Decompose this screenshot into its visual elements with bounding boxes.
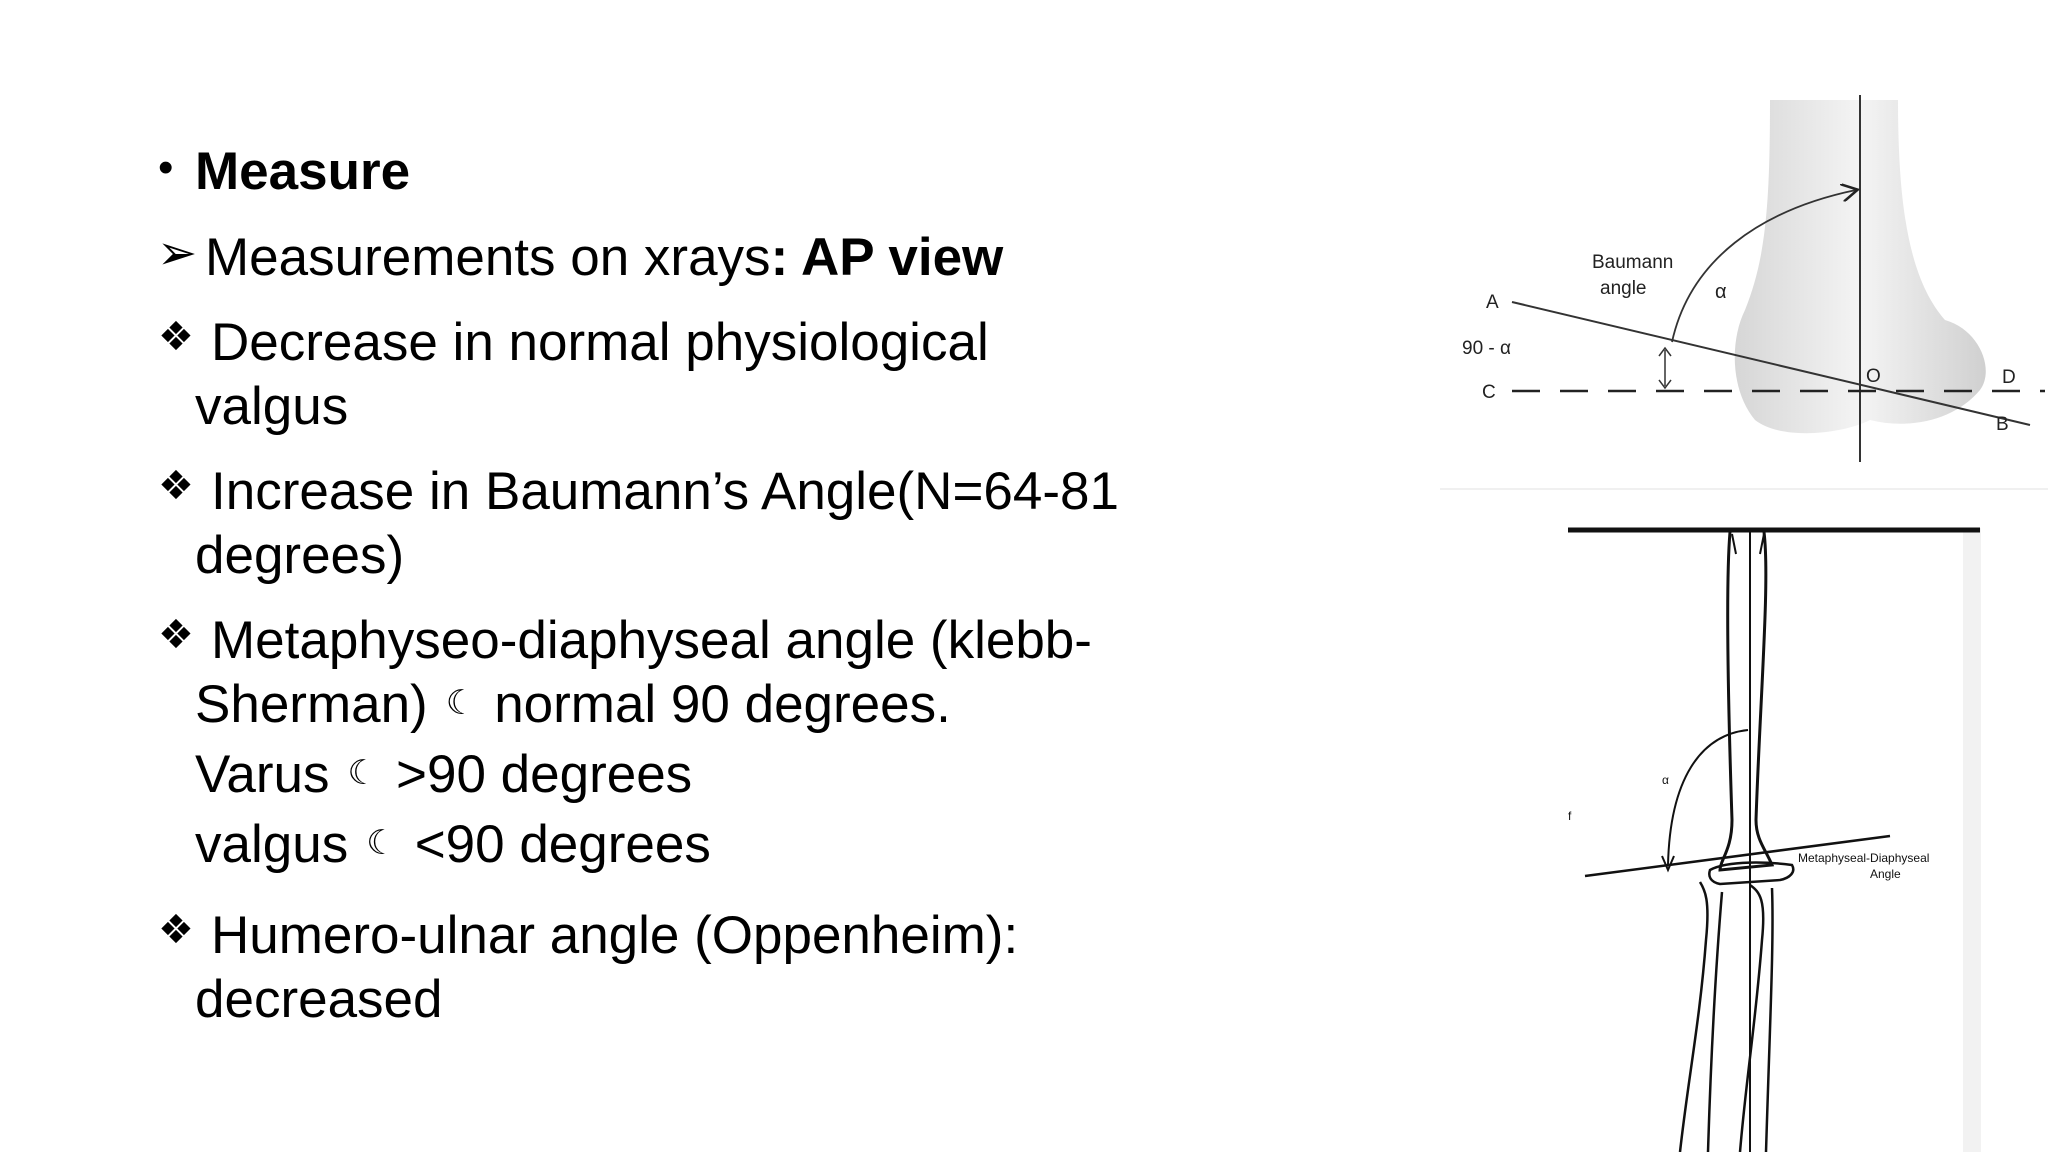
bullet-text-line: decreased <box>195 970 443 1029</box>
bullet-item-measure <box>150 140 1150 204</box>
figure-label: C <box>1482 382 1496 403</box>
bullet-text-line: Decrease in normal physiological <box>211 313 989 372</box>
bullet-text-line <box>195 743 1150 813</box>
bullet-text-bold: : AP view <box>770 228 1004 287</box>
figure-label: f <box>1568 809 1572 823</box>
figure-label: angle <box>1600 278 1647 299</box>
line-prefix: valgus <box>195 815 349 874</box>
bullet-item-xray-measurements <box>150 226 1150 290</box>
figure-label: Metaphyseal-Diaphyseal <box>1798 851 1930 865</box>
metaphyseal-diaphyseal-diagram <box>1560 520 2048 1152</box>
figure-divider <box>1440 488 2048 490</box>
figure-label: A <box>1486 292 1499 313</box>
bullet-text-line: Humero-ulnar angle (Oppenheim): <box>211 906 1019 965</box>
line-prefix: Varus <box>195 745 330 804</box>
xray-edge-strip <box>1963 528 1981 1152</box>
bullet-text-line: Metaphyseo-diaphyseal angle (klebb- <box>211 611 1092 670</box>
moon-symbol-icon: ☾ <box>366 823 397 863</box>
figure-label: α <box>1662 773 1669 787</box>
diamond-bullet-icon: ❖ <box>158 613 194 657</box>
line-suffix: normal 90 degrees. <box>494 675 951 734</box>
figure-label: Baumann <box>1592 252 1674 273</box>
moon-symbol-icon: ☾ <box>347 753 379 793</box>
diamond-bullet-icon: ❖ <box>158 464 194 508</box>
bullet-text-line <box>195 673 1150 743</box>
figure-label: α <box>1715 281 1727 303</box>
figure-label: Angle <box>1870 867 1901 881</box>
bullet-text-line: Increase in Baumann’s Angle(N=64-81 <box>211 462 1119 521</box>
bullet-item-humero-ulnar <box>150 904 1150 1032</box>
bullet-text-line <box>195 813 1150 883</box>
metaphyseal-diaphyseal-figure <box>1560 520 2048 1152</box>
line-suffix: <90 degrees <box>414 815 711 874</box>
arrow-bullet-icon: ➢ <box>157 227 198 280</box>
bullet-item-baumann <box>150 460 1150 588</box>
figure-label: O <box>1866 366 1881 387</box>
round-bullet-icon: • <box>158 143 174 192</box>
diamond-bullet-icon: ❖ <box>158 315 194 359</box>
diamond-bullet-icon: ❖ <box>158 908 194 952</box>
bullet-list <box>150 140 1150 1053</box>
line-prefix: Sherman) <box>195 675 428 734</box>
baumann-angle-diagram <box>1440 90 2048 470</box>
bullet-text-line: valgus <box>195 377 349 436</box>
moon-symbol-icon: ☾ <box>445 683 477 723</box>
figure-label: B <box>1996 414 2009 435</box>
bullet-text: Measurements on xrays <box>205 228 771 287</box>
figure-label: 90 - α <box>1462 338 1512 359</box>
baumann-angle-figure <box>1440 90 2048 470</box>
bullet-item-valgus <box>150 311 1150 439</box>
figure-label: D <box>2002 367 2016 388</box>
line-suffix: >90 degrees <box>396 745 693 804</box>
bullet-text: Measure <box>195 142 411 201</box>
bullet-text-line: degrees) <box>195 526 405 585</box>
bullet-item-metaphyseo-diaphyseal <box>150 609 1150 883</box>
